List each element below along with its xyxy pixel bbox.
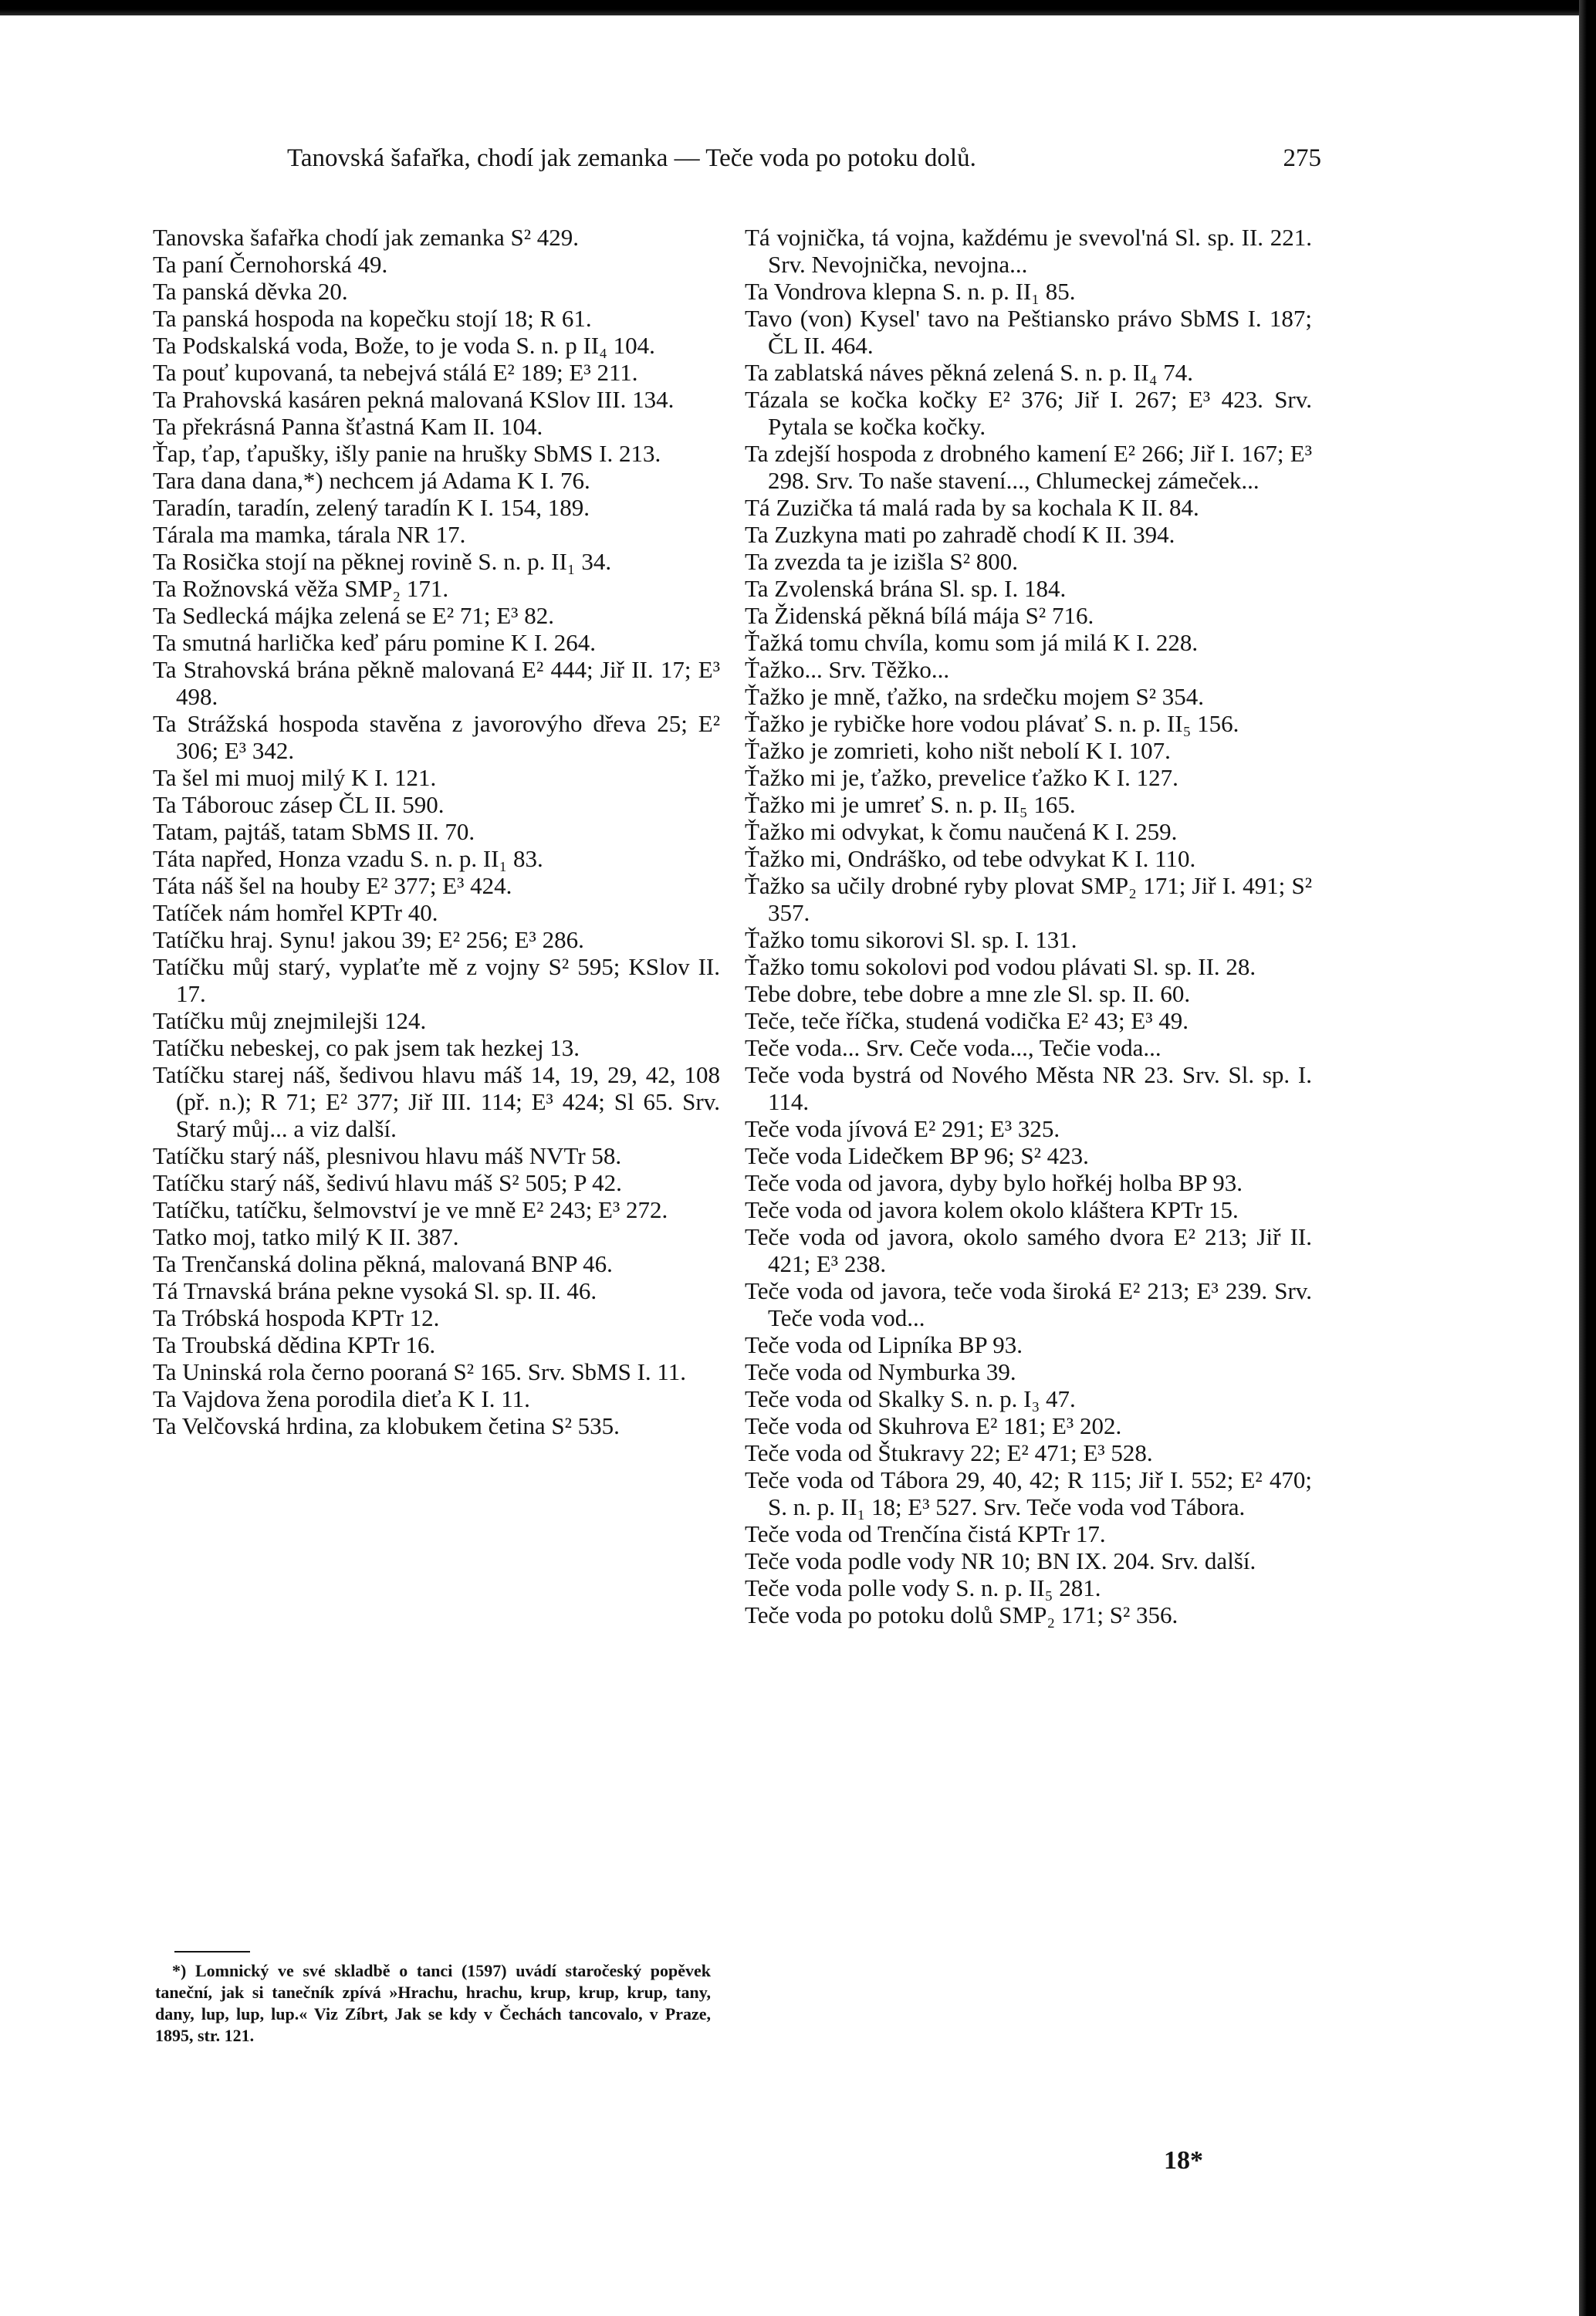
index-entry: Ta Troubská dědina KPTr 16. — [153, 1331, 436, 1358]
index-entry: Tatíčku starý náš, plesnivou hlavu máš NVTr 58. — [153, 1142, 622, 1169]
index-entry: Ta Podskalská voda, Bože, to je voda S. n. p II₄ 104. — [153, 332, 655, 359]
running-title: Tanovská šafařka, chodí jak zemanka — Teče voda po potoku dolů. — [287, 144, 976, 172]
index-entry: Ťažko mi, Ondráško, od tebe odvykat K I. 110. — [745, 845, 1196, 872]
footnote: *) Lomnický ve své skladbě o tanci (1597) uvádí staročeský popěvek taneční, jak si tanečník zpívá »Hrachu, hrachu, krup, krup, krup, tany, dany, lup, lup, lup.« Viz Zíbrt, Jak se kdy v Čechách tancovalo, v Praze, 1895, str. 121. — [155, 1961, 711, 2045]
left-column — [153, 224, 720, 1439]
index-entry: Ta Židenská pěkná bílá mája S² 716. — [745, 602, 1094, 629]
index-entry: Teče, teče říčka, studená vodička E² 43; E³ 49. — [745, 1007, 1189, 1034]
index-entry: Teče voda od javora, okolo samého dvora E² 213; Jiř II. 421; E³ 238. — [745, 1223, 1312, 1277]
index-entry: Tatíčku starej náš, šedivou hlavu máš 14, 19, 29, 42, 108 (př. n.); R 71; E² 377; Jiř III. 114; E³ 424; Sl 65. Srv. Starý můj... a viz další. — [153, 1061, 720, 1142]
index-entry: Tatko moj, tatko milý K II. 387. — [153, 1223, 459, 1250]
index-entry: Ťažko mi je umreť S. n. p. II₅ 165. — [745, 791, 1076, 818]
running-head — [287, 139, 1321, 178]
index-entry: Ťap, ťap, ťapušky, išly panie na hrušky SbMS I. 213. — [153, 440, 661, 467]
index-entry: Ta Zuzkyna mati po zahradě chodí K II. 394. — [745, 521, 1175, 548]
index-entry: Ta zdejší hospoda z drobného kamení E² 266; Jiř I. 167; E³ 298. Srv. To naše stavení..., Chlumeckej zámeček... — [745, 440, 1312, 494]
index-entry: Tara dana dana,*) nechcem já Adama K I. 76. — [153, 467, 590, 494]
index-entry: Ta překrásná Panna šťastná Kam II. 104. — [153, 413, 543, 440]
index-entry: Ťažko tomu sikorovi Sl. sp. I. 131. — [745, 926, 1077, 953]
index-entry: Tá Trnavská brána pekne vysoká Sl. sp. II. 46. — [153, 1277, 597, 1304]
index-entry: Tatíčku můj starý, vyplaťte mě z vojny S² 595; KSlov II. 17. — [153, 953, 720, 1007]
index-entry: Ta pouť kupovaná, ta nebejvá stálá E² 189; E³ 211. — [153, 359, 638, 386]
index-entry: Ťažko tomu sokolovi pod vodou plávati Sl. sp. II. 28. — [745, 953, 1256, 980]
index-entry: Ta Rožnovská věža SMP₂ 171. — [153, 575, 449, 602]
index-entry: Ťažko... Srv. Těžko... — [745, 656, 950, 683]
index-entry: Táta náš šel na houby E² 377; E³ 424. — [153, 872, 512, 899]
index-entry: Tatíček nám homřel KPTr 40. — [153, 899, 438, 926]
index-entry: Ťažko je rybičke hore vodou plávať S. n. p. II₅ 156. — [745, 710, 1239, 737]
index-entry: Tá Zuzička tá malá rada by sa kochala K II. 84. — [745, 494, 1199, 521]
index-entry: Táta napřed, Honza vzadu S. n. p. II₁ 83. — [153, 845, 543, 872]
index-entry: Teče voda od Nymburka 39. — [745, 1358, 1016, 1385]
index-entry: Ťažko sa učily drobné ryby plovat SMP₂ 171; Jiř I. 491; S² 357. — [745, 872, 1312, 926]
index-entry: Ťažko je zomrieti, koho ništ nebolí K I. 107. — [745, 737, 1171, 764]
index-entry: Teče voda od Skalky S. n. p. I₃ 47. — [745, 1385, 1076, 1412]
index-entry: Teče voda podle vody NR 10; BN IX. 204. Srv. další. — [745, 1547, 1256, 1574]
index-entry: Ťažko je mně, ťažko, na srdečku mojem S² 354. — [745, 683, 1205, 710]
index-entry: Ťažko mi odvykat, k čomu naučená K I. 259. — [745, 818, 1178, 845]
index-entry: Ta Vajdova žena porodila dieťa K I. 11. — [153, 1385, 530, 1412]
index-entry: Ta paní Černohorská 49. — [153, 251, 388, 278]
index-entry: Teče voda od Tábora 29, 40, 42; R 115; Jiř I. 552; E² 470; S. n. p. II₁ 18; E³ 527. Srv. Teče voda vod Tábora. — [745, 1466, 1312, 1520]
index-entry: Teče voda od Trenčína čistá KPTr 17. — [745, 1520, 1106, 1547]
index-entry: Teče voda jívová E² 291; E³ 325. — [745, 1115, 1060, 1142]
index-entry: Ta Táborouc zásep ČL II. 590. — [153, 791, 445, 818]
index-entry: Ta Velčovská hrdina, za klobukem četina S² 535. — [153, 1412, 620, 1439]
index-entry: Tatíčku můj znejmilejši 124. — [153, 1007, 427, 1034]
index-entry: Teče voda od javora, dyby bylo hořkéj holba BP 93. — [745, 1169, 1243, 1196]
index-entry: Ta Sedlecká májka zelená se E² 71; E³ 82. — [153, 602, 554, 629]
index-entry: Tatíčku, tatíčku, šelmovství je ve mně E² 243; E³ 272. — [153, 1196, 668, 1223]
index-entry: Tá vojnička, tá vojna, každému je svevol'ná Sl. sp. II. 221. Srv. Nevojnička, nevojna... — [745, 224, 1312, 278]
index-entry: Tatíčku hraj. Synu! jakou 39; E² 256; E³ 286. — [153, 926, 584, 953]
index-entry: Tanovska šafařka chodí jak zemanka S² 429. — [153, 224, 580, 251]
index-entry: Ta panská hospoda na kopečku stojí 18; R 61. — [153, 305, 592, 332]
index-entry: Ťažká tomu chvíla, komu som já milá K I. 228. — [745, 629, 1199, 656]
footnote-rule — [174, 1951, 250, 1953]
index-entry: Tebe dobre, tebe dobre a mne zle Sl. sp. II. 60. — [745, 980, 1191, 1007]
index-entry: Ta šel mi muoj milý K I. 121. — [153, 764, 437, 791]
index-entry: Tatíčku starý náš, šedivú hlavu máš S² 505; P 42. — [153, 1169, 622, 1196]
index-entry: Teče voda od Lipníka BP 93. — [745, 1331, 1023, 1358]
signature-mark: 18* — [1164, 2146, 1203, 2175]
index-entry: Tatam, pajtáš, tatam SbMS II. 70. — [153, 818, 475, 845]
index-entry: Teče voda bystrá od Nového Města NR 23. Srv. Sl. sp. I. 114. — [745, 1061, 1312, 1115]
page-number: 275 — [1283, 144, 1321, 172]
index-entry: Teče voda polle vody S. n. p. II₅ 281. — [745, 1574, 1101, 1601]
index-entry: Ta Uninská rola černo pooraná S² 165. Srv. SbMS I. 11. — [153, 1358, 687, 1385]
index-entry: Teče voda od Štukravy 22; E² 471; E³ 528. — [745, 1439, 1153, 1466]
index-entry: Teče voda od javora kolem okolo kláštera KPTr 15. — [745, 1196, 1239, 1223]
index-entry: Tárala ma mamka, tárala NR 17. — [153, 521, 466, 548]
index-entry: Ta zvezda ta je izišla S² 800. — [745, 548, 1019, 575]
index-entry: Ta smutná harlička keď páru pomine K I. 264. — [153, 629, 596, 656]
index-entry: Tatíčku nebeskej, co pak jsem tak hezkej 13. — [153, 1034, 580, 1061]
index-entry: Ta Prahovská kasáren pekná malovaná KSlov III. 134. — [153, 386, 675, 413]
index-entry: Tavo (von) Kysel' tavo na Peštiansko právo SbMS I. 187; ČL II. 464. — [745, 305, 1312, 359]
index-entry: Ťažko mi je, ťažko, prevelice ťažko K I. 127. — [745, 764, 1178, 791]
index-entry: Ta zablatská náves pěkná zelená S. n. p. II₄ 74. — [745, 359, 1194, 386]
index-entry: Ta Rosička stojí na pěknej rovině S. n. p. II₁ 34. — [153, 548, 612, 575]
index-entry: Ta Zvolenská brána Sl. sp. I. 184. — [745, 575, 1067, 602]
index-entry: Ta Strážská hospoda stavěna z javorovýho dřeva 25; E² 306; E³ 342. — [153, 710, 720, 764]
index-entry: Taradín, taradín, zelený taradín K I. 154, 189. — [153, 494, 590, 521]
index-entry: Teče voda od Skuhrova E² 181; E³ 202. — [745, 1412, 1122, 1439]
index-entry: Ta panská děvka 20. — [153, 278, 348, 305]
index-entry: Ta Strahovská brána pěkně malovaná E² 444; Jiř II. 17; E³ 498. — [153, 656, 720, 710]
index-entry: Tázala se kočka kočky E² 376; Jiř I. 267; E³ 423. Srv. Pytala se kočka kočky. — [745, 386, 1312, 440]
right-column — [745, 224, 1312, 1628]
index-entry: Ta Tróbská hospoda KPTr 12. — [153, 1304, 440, 1331]
index-entry: Ta Trenčanská dolina pěkná, malovaná BNP 46. — [153, 1250, 613, 1277]
index-entry: Ta Vondrova klepna S. n. p. II₁ 85. — [745, 278, 1076, 305]
index-entry: Teče voda od javora, teče voda široká E² 213; E³ 239. Srv. Teče voda vod... — [745, 1277, 1312, 1331]
index-entry: Teče voda po potoku dolů SMP₂ 171; S² 356. — [745, 1601, 1178, 1628]
index-entry: Teče voda Lidečkem BP 96; S² 423. — [745, 1142, 1089, 1169]
index-entry: Teče voda... Srv. Ceče voda..., Tečie voda... — [745, 1034, 1161, 1061]
